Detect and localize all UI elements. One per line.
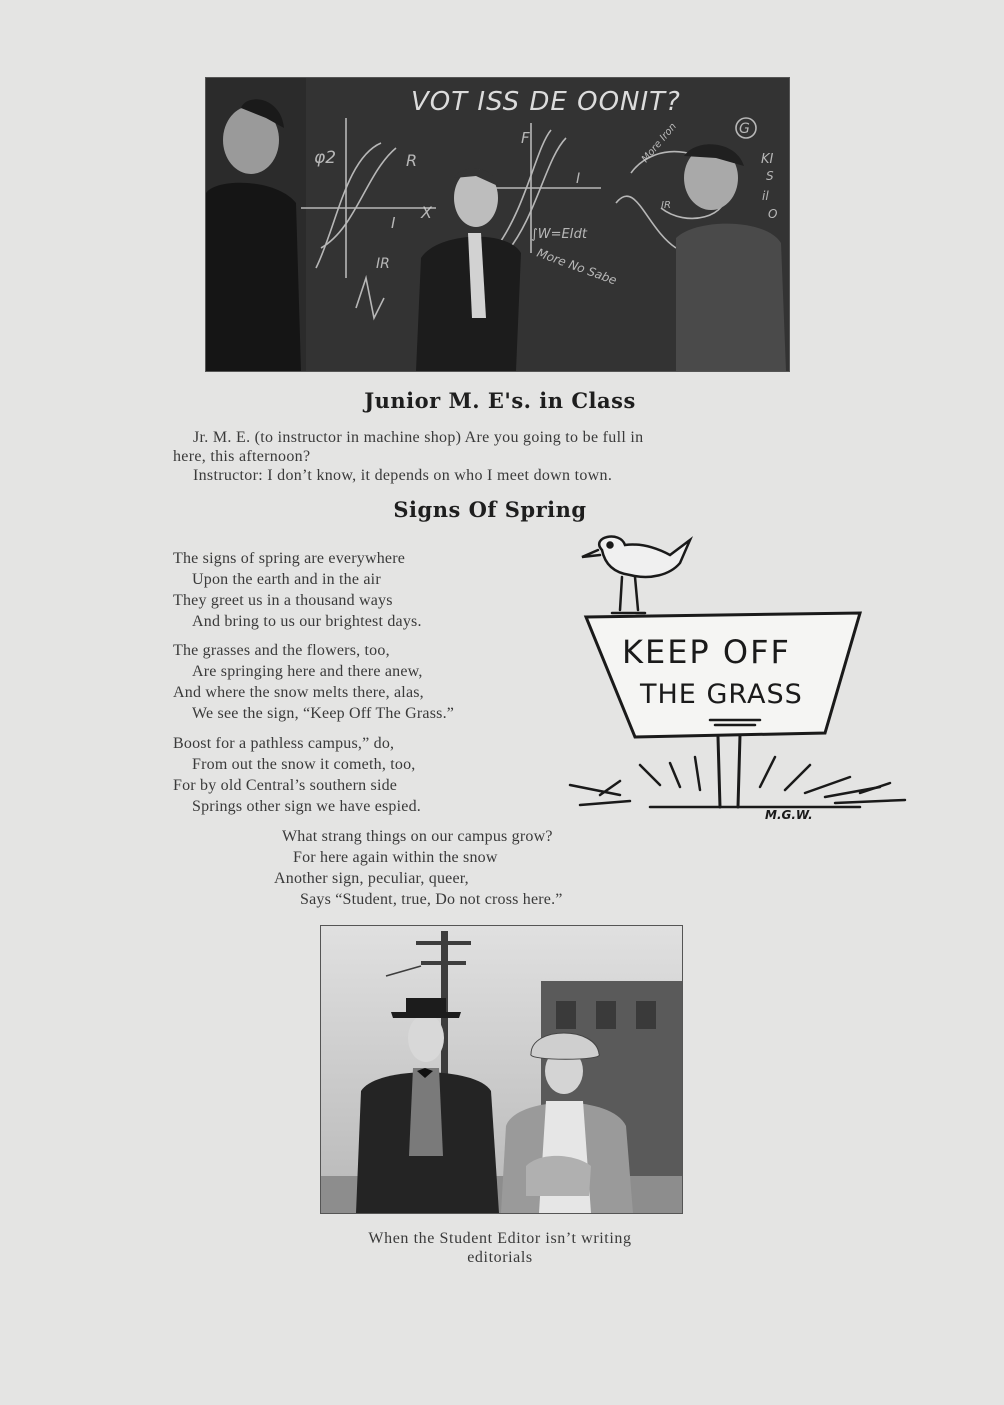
- student-editor-photo-drawing: [321, 926, 682, 1213]
- chalk-note: il: [762, 189, 769, 203]
- classroom-photo: [205, 77, 790, 372]
- chalk-note: More No Sabe: [534, 245, 619, 288]
- photo-caption: [290, 1229, 710, 1267]
- poem-line: And bring to us our brightest days.: [192, 613, 422, 630]
- junior-line: Jr. M. E. (to instructor in machine shop) Are you going to be full in: [193, 429, 644, 446]
- chalk-note: I: [576, 171, 581, 187]
- poem-line: We see the sign, “Keep Off The Grass.”: [192, 705, 455, 722]
- chalk-note: R: [406, 151, 418, 170]
- poem-stanza-4: [274, 826, 563, 910]
- poem-line: For by old Central’s southern side: [173, 777, 398, 794]
- poem-line: What strang things on our campus grow?: [282, 828, 553, 845]
- keep-off-grass-sketch: [560, 525, 920, 825]
- sign-line-1: KEEP OFF: [622, 633, 791, 671]
- caption-line: When the Student Editor isn’t writing: [368, 1230, 632, 1247]
- poem-stanza-2: [173, 640, 454, 724]
- chalk-note: IR: [661, 200, 671, 211]
- poem-line: Are springing here and there anew,: [192, 663, 423, 680]
- chalk-note: IR: [376, 256, 390, 272]
- sign-drawing: [560, 525, 920, 825]
- classroom-photo-drawing: [206, 78, 789, 371]
- poem-line: Another sign, peculiar, queer,: [274, 870, 469, 887]
- poem-stanza-1: [173, 548, 422, 632]
- chalk-note: S: [766, 169, 774, 183]
- poem-line: And where the snow melts there, alas,: [173, 684, 424, 701]
- junior-line: Instructor: I don’t know, it depends on who I meet down town.: [193, 467, 613, 484]
- bird-icon: [582, 537, 690, 613]
- poem-line: Upon the earth and in the air: [192, 571, 381, 588]
- poem-line: The grasses and the flowers, too,: [173, 642, 390, 659]
- poem-stanza-3: [173, 733, 421, 817]
- chalk-note: F: [521, 129, 530, 147]
- poem-line: Says “Student, true, Do not cross here.”: [300, 891, 563, 908]
- chalk-note: I: [391, 214, 396, 232]
- chalk-note: KI: [761, 152, 774, 167]
- poem-line: Boost for a pathless campus,” do,: [173, 735, 395, 752]
- spring-title: Signs Of Spring: [393, 497, 587, 522]
- poem-line: For here again within the snow: [293, 849, 498, 866]
- poem-line: The signs of spring are everywhere: [173, 550, 406, 567]
- caption-line: editorials: [467, 1249, 533, 1266]
- chalk-note: More Iron: [639, 121, 679, 165]
- junior-text: [173, 428, 853, 485]
- chalk-note: φ2: [314, 148, 337, 168]
- chalk-note: O: [768, 207, 778, 221]
- junior-line: here, this afternoon?: [173, 448, 311, 465]
- poem-line: From out the snow it cometh, too,: [192, 756, 416, 773]
- sketch-signature: M.G.W.: [765, 808, 813, 822]
- poem-line: Springs other sign we have espied.: [192, 798, 421, 815]
- poem-line: They greet us in a thousand ways: [173, 592, 393, 609]
- sign-line-2: THE GRASS: [640, 679, 803, 710]
- chalk-note: G: [739, 121, 750, 137]
- student-editor-photo: [320, 925, 683, 1214]
- junior-title: Junior M. E's. in Class: [364, 388, 636, 413]
- chalk-note: ∫W=EIdt: [531, 227, 587, 242]
- chalk-note: X: [421, 203, 432, 222]
- chalk-heading: VOT ISS DE OONIT?: [411, 87, 681, 117]
